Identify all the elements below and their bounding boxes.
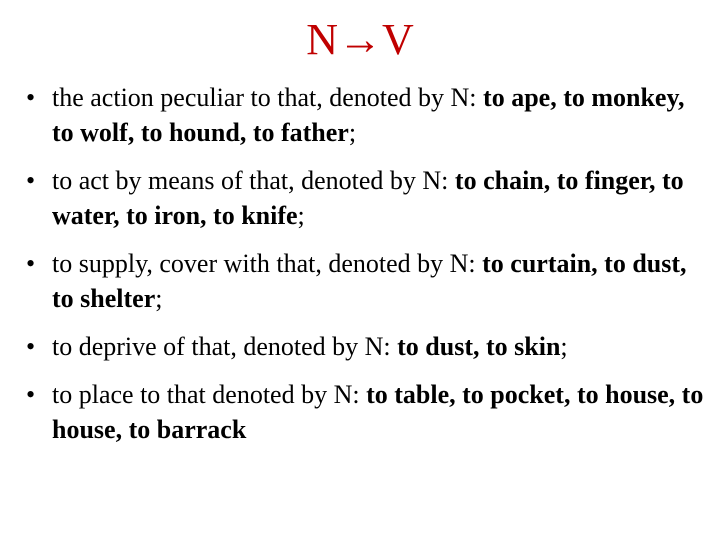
bullet-examples-text: to dust, to skin <box>397 332 561 361</box>
bullet-examples-text: to curtain, to dust, to shelter <box>52 249 687 313</box>
bullet-lead-text: to supply, cover with that, denoted by N: <box>52 249 483 278</box>
bullet-dot-icon: • <box>26 332 36 361</box>
bullet-end-punct: ; <box>348 118 357 147</box>
bullet-item <box>26 80 706 150</box>
bullet-end-punct: ; <box>560 332 568 361</box>
bullet-item <box>26 377 706 447</box>
bullet-examples-text: to table, to pocket, to house, to house, to barrack <box>52 380 704 444</box>
bullet-end-punct: ; <box>297 201 305 230</box>
bullet-item <box>26 163 706 233</box>
bullet-lead-text: to deprive of that, denoted by N: <box>52 332 398 361</box>
bullet-lead-text: the action peculiar to that, denoted by N: <box>52 83 484 112</box>
bullet-dot-icon: • <box>26 249 36 278</box>
bullet-dot-icon: • <box>26 83 36 112</box>
bullet-examples-text: to chain, to finger, to water, to iron, to knife <box>52 166 684 230</box>
bullet-item <box>26 246 706 316</box>
bullet-list <box>26 80 706 460</box>
bullet-lead-text: to place to that denoted by N: <box>52 380 367 409</box>
bullet-dot-icon: • <box>26 380 36 409</box>
bullet-item <box>26 329 706 364</box>
bullet-lead-text: to act by means of that, denoted by N: <box>52 166 455 195</box>
bullet-end-punct: ; <box>155 284 163 313</box>
bullet-dot-icon: • <box>26 166 36 195</box>
bullet-examples-text: to ape, to monkey, to wolf, to hound, to father <box>52 83 685 147</box>
slide-title: N→V <box>306 15 414 64</box>
